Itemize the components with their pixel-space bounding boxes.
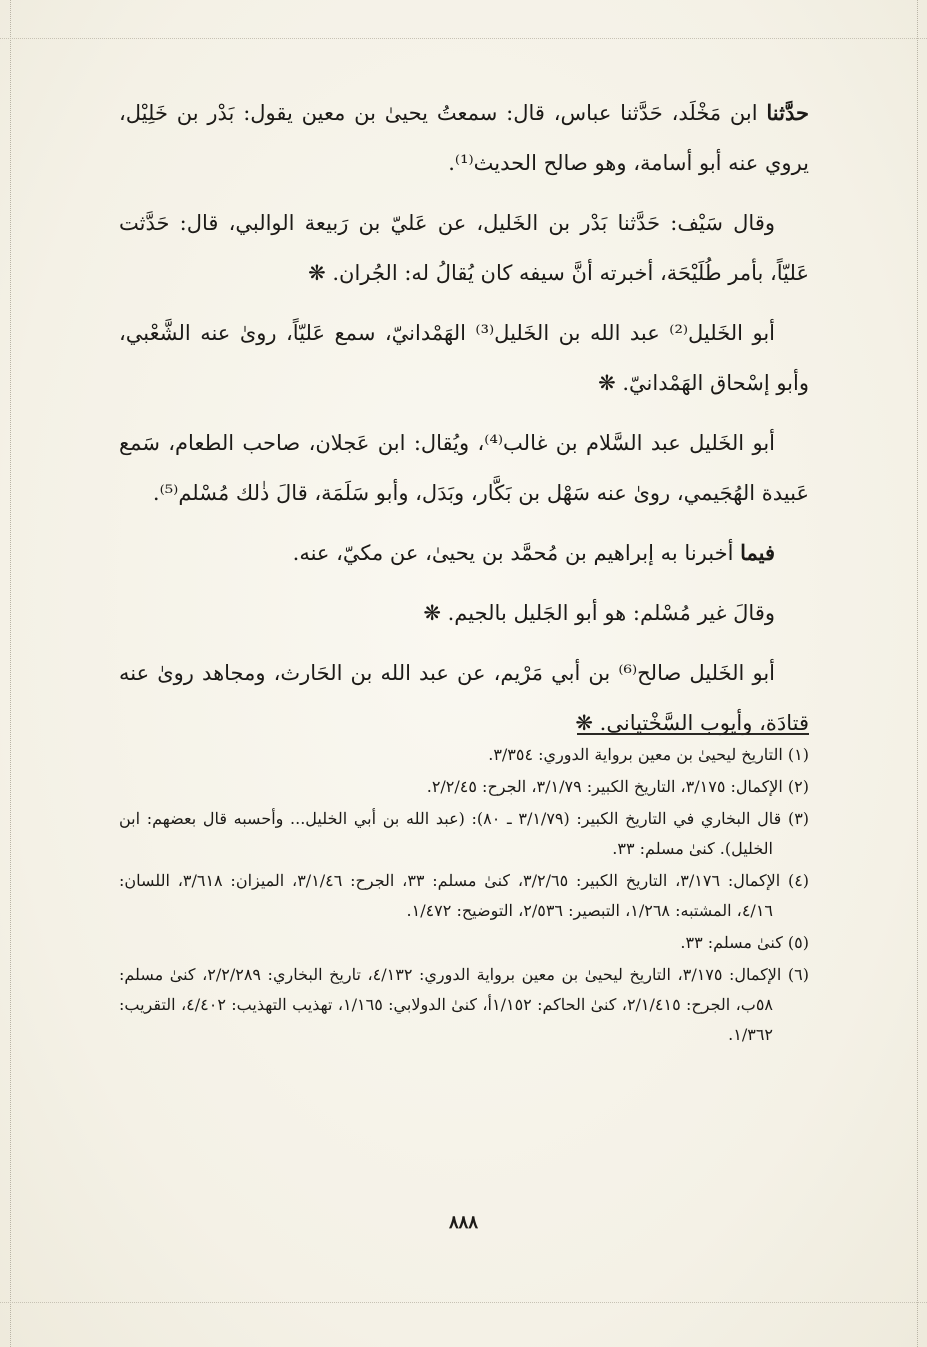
left-dotted-margin bbox=[10, 0, 11, 1347]
footnote-1: (١) التاريخ ليحيىٰ بن معين برواية الدوري: ٣/٣٥٤. bbox=[488, 745, 809, 764]
footnote-6: (٦) الإكمال: ٣/١٧٥، التاريخ ليحيىٰ بن معين برواية الدوري: ٤/١٣٢، تاريخ البخاري: ٢/٢/٢٨٩، كنىٰ مسلم: ٥٨ب، الجرح: ٢/١/٤١٥، كنىٰ الحاكم: ١/١٥٢أ، كنىٰ الدولابي: ١/١٦٥، تهذيب التهذيب: ٤/٤٠٢، التقريب: ١/٣٦٢. bbox=[119, 965, 810, 1044]
footnote-separator bbox=[577, 733, 809, 735]
page-number: ٨٨٨ bbox=[448, 1212, 478, 1233]
bottom-dotted-margin bbox=[0, 1302, 927, 1303]
paragraph-text: وقال سَيْف: حَدَّثنا بَدْر بن الخَليل، عن عَليّ بن رَبيعة الوالبي، قال: حَدَّثت عَليّاً، بأمر طُلَيْحَة، أخبرته أنَّ سيفه كان يُقالُ له: الجُران. ❋ bbox=[119, 211, 809, 285]
paragraph-lead: حدَّثنا bbox=[766, 100, 809, 125]
paragraph-6 bbox=[119, 588, 809, 638]
paragraph-3 bbox=[119, 308, 809, 408]
paragraph-lead: فيما bbox=[740, 540, 775, 565]
paragraph-text: أبو الخَليل صالح⁽⁶⁾ بن أبي مَرْيم، عن عبد الله بن الحَارث، ومجاهد روىٰ عنه قتادَة، وأيوب السَّخْتياني. ❋ bbox=[119, 661, 809, 735]
paragraph-4 bbox=[119, 418, 809, 518]
right-dotted-margin bbox=[917, 0, 918, 1347]
paragraph-text: ابن مَخْلَد، حَدَّثنا عباس، قال: سمعتُ يحيىٰ بن معين يقول: بَدْر بن خَلِيْل، يروي عنه أبو أسامة، وهو صالح الحديث⁽¹⁾. bbox=[119, 101, 809, 175]
footnote-5: (٥) كنىٰ مسلم: ٣٣. bbox=[680, 933, 809, 952]
paragraph-text: أبو الخَليل⁽²⁾ عبد الله بن الخَليل⁽³⁾ الهَمْدانيّ، سمع عَليّاً، روىٰ عنه الشَّعْبي، وأبو إسْحاق الهَمْدانيّ. ❋ bbox=[119, 321, 809, 395]
footnotes bbox=[119, 740, 809, 1052]
paragraph-text: أبو الخَليل عبد السَّلام بن غالب⁽⁴⁾، ويُقال: ابن عَجلان، صاحب الطعام، سَمع عَبيدة الهُجَيمي، روىٰ عنه سَهْل بن بَكَّار، وبَدَل، وأبو سَلَمَة، قالَ ذٰلك مُسْلم⁽⁵⁾. bbox=[119, 431, 809, 505]
paragraph-1 bbox=[119, 88, 809, 188]
top-dotted-margin bbox=[0, 38, 927, 39]
main-text bbox=[119, 88, 809, 758]
footnote-3: (٣) قال البخاري في التاريخ الكبير: (٣/١/٧٩ ـ ٨٠): (عبد الله بن أبي الخليل... وأحسبه قال بعضهم: ابن الخليل). كنىٰ مسلم: ٣٣. bbox=[119, 809, 810, 858]
footnote-2: (٢) الإكمال: ٣/١٧٥، التاريخ الكبير: ٣/١/٧٩، الجرح: ٢/٢/٤٥. bbox=[426, 777, 809, 796]
paragraph-text: وقالَ غير مُسْلم: هو أبو الجَليل بالجيم. ❋ bbox=[423, 601, 775, 625]
paragraph-2 bbox=[119, 198, 809, 298]
paragraph-5 bbox=[119, 528, 809, 578]
footnote-4: (٤) الإكمال: ٣/١٧٦، التاريخ الكبير: ٣/٢/٦٥، كنىٰ مسلم: ٣٣، الجرح: ٣/١/٤٦، الميزان: ٣/٦١٨، اللسان: ٤/١٦، المشتبه: ١/٢٦٨، التبصير: ٢/٥٣٦، التوضيح: ١/٤٧٢. bbox=[119, 871, 810, 920]
paragraph-text: أخبرنا به إبراهيم بن مُحمَّد بن يحيىٰ، عن مكيّ، عنه. bbox=[292, 541, 741, 565]
